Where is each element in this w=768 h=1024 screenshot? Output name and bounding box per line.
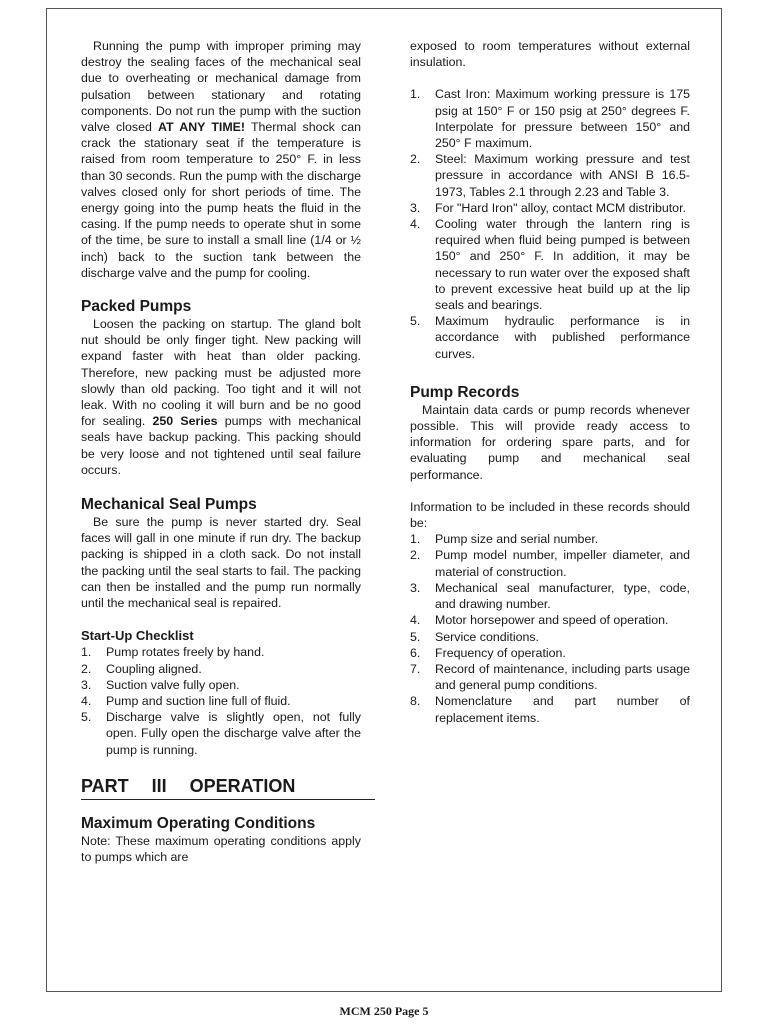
left-column bbox=[81, 38, 361, 865]
list-item: 7. Record of maintenance, including parts usage and general pump conditions. bbox=[410, 661, 690, 693]
part-three-heading: PART III OPERATION bbox=[81, 774, 375, 800]
max-operating-heading: Maximum Operating Conditions bbox=[81, 814, 316, 832]
list-item: 1. Cast Iron: Maximum working pressure is 175 psig at 150° F or 150 psig at 250° degrees F. Interpolate for pressure between 150° and 250° F maximum. bbox=[410, 87, 690, 151]
series-emphasis: 250 Series bbox=[152, 414, 218, 429]
page-footer: MCM 250 Page 5 bbox=[339, 1004, 429, 1018]
records-intro: Information to be included in these records should be: bbox=[410, 499, 690, 531]
pump-records-heading: Pump Records bbox=[410, 383, 520, 401]
max-operating-paragraph: Note: These maximum operating conditions apply to pumps which are bbox=[81, 833, 361, 864]
continuation-paragraph: exposed to room temperatures without external insulation. bbox=[410, 39, 690, 70]
startup-checklist-heading: Start-Up Checklist bbox=[81, 628, 194, 644]
list-item: 1. Pump rotates freely by hand. bbox=[81, 645, 265, 660]
list-item: 2. Pump model number, impeller diameter, and material of construction. bbox=[410, 548, 690, 579]
list-item: 1. Pump size and serial number. bbox=[410, 532, 599, 547]
right-column bbox=[410, 38, 690, 726]
startup-checklist bbox=[81, 644, 361, 757]
list-item: 6. Frequency of operation. bbox=[410, 645, 566, 660]
list-item: 2. Coupling aligned. bbox=[81, 661, 202, 676]
list-item: 5. Maximum hydraulic performance is in accordance with published performance curves. bbox=[410, 314, 690, 361]
mechanical-seal-paragraph: Be sure the pump is never started dry. Seal faces will gall in one minute if run dry. The backup packing is shipped in a cloth sack. Do not install the packing until the seal starts to fail. The packing can then be installed and the pump run normally until the mechanical seal is repaired. bbox=[81, 515, 361, 611]
mechanical-seal-heading: Mechanical Seal Pumps bbox=[81, 496, 257, 514]
list-item: 3. Mechanical seal manufacturer, type, code, and drawing number. bbox=[410, 580, 690, 612]
list-item: 5. Service conditions. bbox=[410, 629, 539, 644]
packed-pumps-paragraph: Loosen the packing on startup. The gland bolt nut should be only finger tight. New packing will expand faster with heat than older packing. Therefore, new packing must be adjusted more slowly than old packing. Too tight and it will not leak. With no cooling it will burn and be no good for sealing. 250 Series pumps with mechanical seals have backup packing. This packing should be very loose and not tightened until seal failure occurs. bbox=[81, 317, 361, 477]
list-item: 4. Cooling water through the lantern ring is required when fluid being pumped is between 150° and 250° F. In addition, it may be necessary to run water over the exposed shaft to prevent excessive heat build up at the lip seals and bearings. bbox=[410, 217, 690, 313]
any-time-emphasis: AT ANY TIME! bbox=[158, 120, 246, 135]
list-item: 5. Discharge valve is slightly open, not fully open. Fully open the discharge valve after the pump is running. bbox=[81, 710, 361, 757]
operating-conditions-list bbox=[410, 86, 690, 361]
list-item: 4. Motor horsepower and speed of operation. bbox=[410, 613, 669, 628]
pump-records-paragraph: Maintain data cards or pump records whenever possible. This will provide ready access to information for ordering spare parts, and for evaluating pump and mechanical seal performance. bbox=[410, 402, 690, 482]
list-item: 3. For "Hard Iron" alloy, contact MCM distributor. bbox=[410, 200, 686, 215]
list-item: 8. Nomenclature and part number of replacement items. bbox=[410, 694, 690, 725]
list-item: 2. Steel: Maximum working pressure and test pressure in accordance with ANSI B 16.5-1973, Tables 2.1 through 2.23 and Table 3. bbox=[410, 152, 690, 199]
list-item: 4. Pump and suction line full of fluid. bbox=[81, 693, 291, 708]
priming-paragraph: Running the pump with improper priming may destroy the sealing faces of the mechanical seal due to overheating or mechanical damage from pulsation between stationary and rotating components. Do not run the pump with the suction valve closed AT ANY TIME! Thermal shock can crack the stationary seat if the temperature is raised from room temperature to 250° F. in less than 30 seconds. Run the pump with the discharge valves closed only for short periods of time. The energy going into the pump heats the fluid in the casing. If the pump needs to operate shut in some of the time, be sure to install a small line (1/4 or ½ inch) back to the suction tank between the discharge valve and the pump for cooling. bbox=[81, 39, 361, 280]
list-item: 3. Suction valve fully open. bbox=[81, 677, 240, 692]
packed-pumps-heading: Packed Pumps bbox=[81, 298, 192, 316]
records-list bbox=[410, 531, 690, 725]
